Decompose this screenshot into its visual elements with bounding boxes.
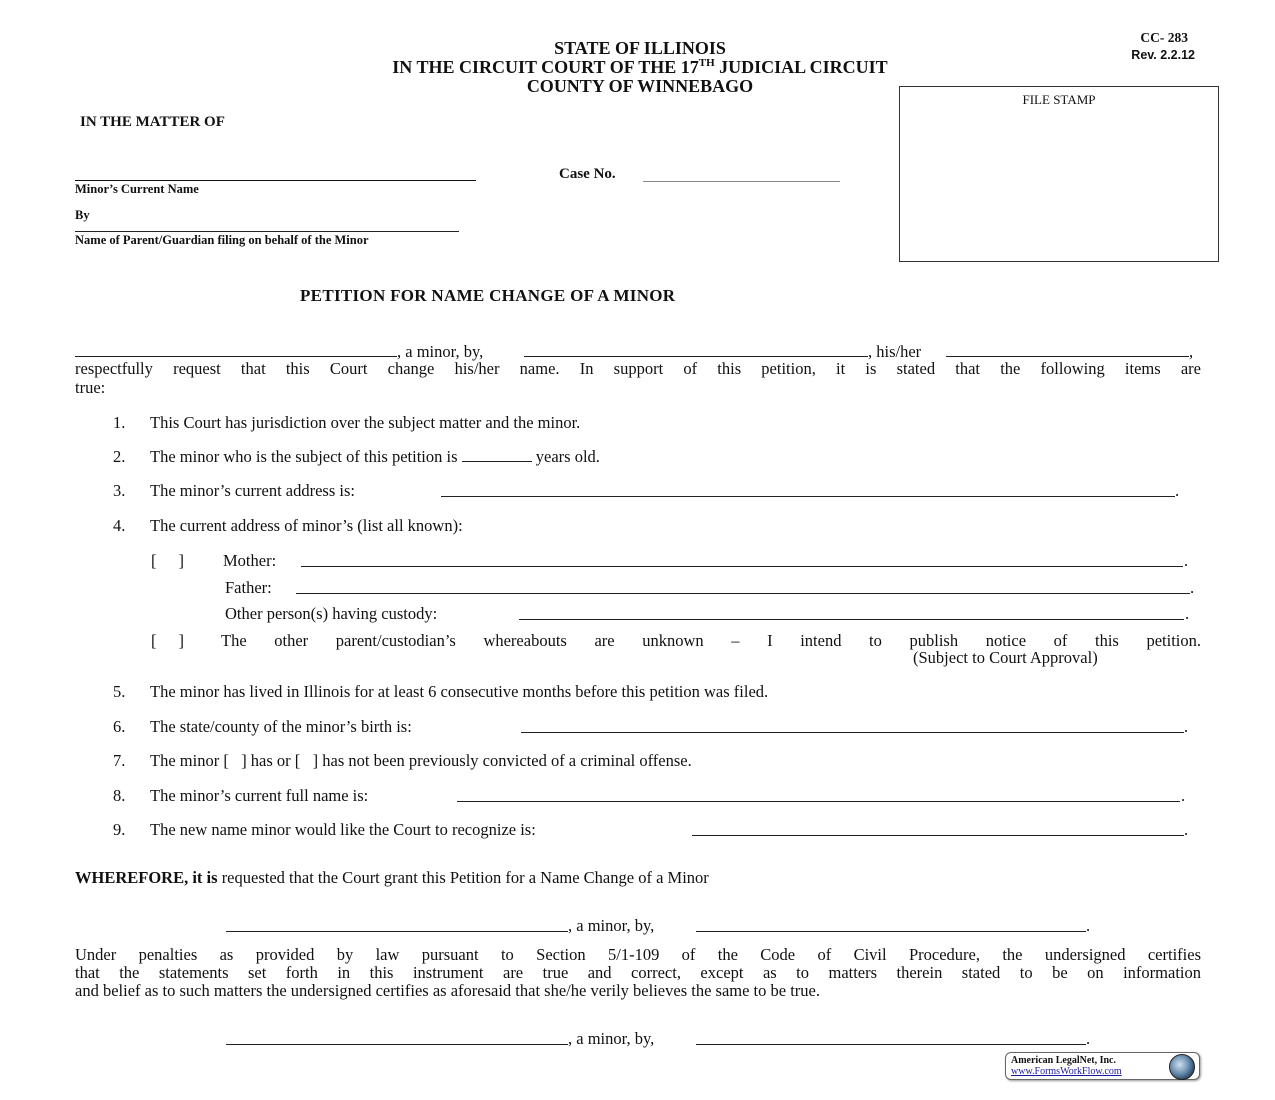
american-legalnet-logo <box>1005 1052 1200 1080</box>
father-address-field[interactable] <box>296 593 1190 594</box>
item-6-text: The state/county of the minor’s birth is: <box>150 717 412 736</box>
item-5-text: The minor has lived in Illinois for at least 6 consecutive months before this petition was filed. <box>150 682 769 701</box>
has-convicted-checkbox[interactable]: The minor [ <box>150 751 229 770</box>
item-4-text: The current address of minor’s (list all known): <box>150 516 463 535</box>
signature-1-parent-field[interactable] <box>696 931 1086 932</box>
certification-line-3: and belief as to such matters the undersigned certifies as aforesaid that she/he verily believes the same to be true. <box>75 981 820 1000</box>
item-2-text <box>150 447 600 467</box>
item-8-text: The minor’s current full name is: <box>150 786 369 805</box>
birth-state-county-field[interactable] <box>521 732 1184 733</box>
intro-a-minor-by-text: , a minor, by, <box>397 342 484 361</box>
item-2-text-after: years old. <box>535 447 600 466</box>
court-approval-note: (Subject to Court Approval) <box>913 648 1098 667</box>
item-3-text: The minor’s current address is: <box>150 481 355 500</box>
wherefore-request-text: requested that the Court grant this Petition for a Name Change of a Minor <box>217 868 709 887</box>
other-custody-address-field[interactable] <box>519 619 1184 620</box>
item-8-number: 8. <box>113 786 126 805</box>
parent-guardian-label: Name of Parent/Guardian filing on behalf of the Minor <box>75 233 369 247</box>
court-circuit-heading <box>280 57 1000 78</box>
wherefore-bold-text: WHEREFORE, it is <box>75 868 218 887</box>
circuit-heading-suffix: JUDICIAL CIRCUIT <box>714 57 888 77</box>
intro-minor-name-field[interactable] <box>75 356 397 357</box>
item-1-number: 1. <box>113 413 126 432</box>
intro-relationship-field[interactable] <box>946 356 1189 357</box>
court-state-heading: STATE OF ILLINOIS <box>554 38 726 58</box>
item-3-number: 3. <box>113 481 126 500</box>
certification-line-2: that the statements set forth in this instrument are true and correct, except as to matters therein stated to be on information <box>75 963 1201 982</box>
signature-2-parent-field[interactable] <box>696 1044 1086 1045</box>
mother-period: . <box>1184 551 1189 570</box>
whereabouts-unknown-checkbox[interactable]: [ ] <box>151 631 184 650</box>
item-3-period: . <box>1175 481 1180 500</box>
item-2-number: 2. <box>113 447 126 466</box>
file-stamp-label: FILE STAMP <box>1022 92 1096 107</box>
form-revision: Rev. 2.2.12 <box>1131 48 1195 62</box>
item-7-text <box>150 751 692 771</box>
file-stamp-box <box>899 86 1219 262</box>
minor-address-field[interactable] <box>441 496 1175 497</box>
case-number-field[interactable] <box>643 181 840 182</box>
signature-2-a-minor-by: , a minor, by, <box>568 1029 655 1048</box>
globe-icon <box>1169 1054 1195 1080</box>
circuit-ordinal-suffix: TH <box>698 57 715 69</box>
signature-2-minor-field[interactable] <box>226 1044 568 1045</box>
intro-request-text: respectfully request that this Court change his/her name. In support of this petition, it is stated that the following items are <box>75 359 1201 378</box>
form-number: CC- 283 <box>1140 30 1188 45</box>
item-1-text: This Court has jurisdiction over the subject matter and the minor. <box>150 413 581 432</box>
signature-1-period: . <box>1086 916 1091 935</box>
item-5-number: 5. <box>113 682 126 701</box>
circuit-heading-prefix: IN THE CIRCUIT COURT OF THE 17 <box>392 57 699 77</box>
logo-company-name: American LegalNet, Inc. <box>1011 1055 1116 1066</box>
minor-name-label: Minor’s Current Name <box>75 182 199 196</box>
new-name-field[interactable] <box>692 835 1184 836</box>
signature-1-a-minor-by: , a minor, by, <box>568 916 655 935</box>
father-period: . <box>1190 578 1195 597</box>
by-label: By <box>75 208 90 222</box>
court-county-heading: COUNTY OF WINNEBAGO <box>526 76 754 96</box>
item-9-period: . <box>1184 820 1189 839</box>
other-custody-label: Other person(s) having custody: <box>225 604 438 623</box>
item-2-text-before: The minor who is the subject of this petition is <box>150 447 458 466</box>
minor-name-field[interactable] <box>75 180 476 181</box>
item-4-number: 4. <box>113 516 126 535</box>
item-6-number: 6. <box>113 717 126 736</box>
minor-age-field[interactable] <box>462 447 532 462</box>
item-7-text-end: ] has not been previously convicted of a criminal offense. <box>312 751 692 770</box>
intro-true-text: true: <box>75 378 106 397</box>
whereabouts-unknown-text: The other parent/custodian’s whereabouts are unknown – I intend to publish notice of this petition. <box>221 631 1201 650</box>
case-number-label: Case No. <box>559 166 616 182</box>
wherefore-clause <box>75 868 709 888</box>
item-9-text: The new name minor would like the Court to recognize is: <box>150 820 536 839</box>
parent-guardian-name-field[interactable] <box>75 231 459 232</box>
has-not-convicted-checkbox[interactable]: ] has or [ <box>241 751 301 770</box>
petition-title: PETITION FOR NAME CHANGE OF A MINOR <box>300 286 676 305</box>
signature-2-period: . <box>1086 1029 1091 1048</box>
item-6-period: . <box>1184 717 1189 736</box>
other-custody-period: . <box>1185 604 1190 623</box>
intro-trailing-comma: , <box>1189 342 1194 361</box>
father-label: Father: <box>225 578 272 597</box>
intro-his-her-text: , his/her <box>868 342 922 361</box>
item-9-number: 9. <box>113 820 126 839</box>
mother-label: Mother: <box>223 551 277 570</box>
item-8-period: . <box>1181 786 1186 805</box>
formsworkflow-link[interactable]: www.FormsWorkFlow.com <box>1011 1066 1122 1077</box>
item-7-number: 7. <box>113 751 126 770</box>
current-full-name-field[interactable] <box>457 801 1180 802</box>
in-the-matter-of-label: IN THE MATTER OF <box>80 114 225 130</box>
intro-parent-name-field[interactable] <box>524 356 868 357</box>
certification-line-1: Under penalties as provided by law pursuant to Section 5/1-109 of the Code of Civil Procedure, the undersigned certifies <box>75 945 1201 964</box>
mother-address-field[interactable] <box>301 566 1183 567</box>
signature-1-minor-field[interactable] <box>226 931 568 932</box>
mother-checkbox[interactable]: [ ] <box>151 551 184 570</box>
